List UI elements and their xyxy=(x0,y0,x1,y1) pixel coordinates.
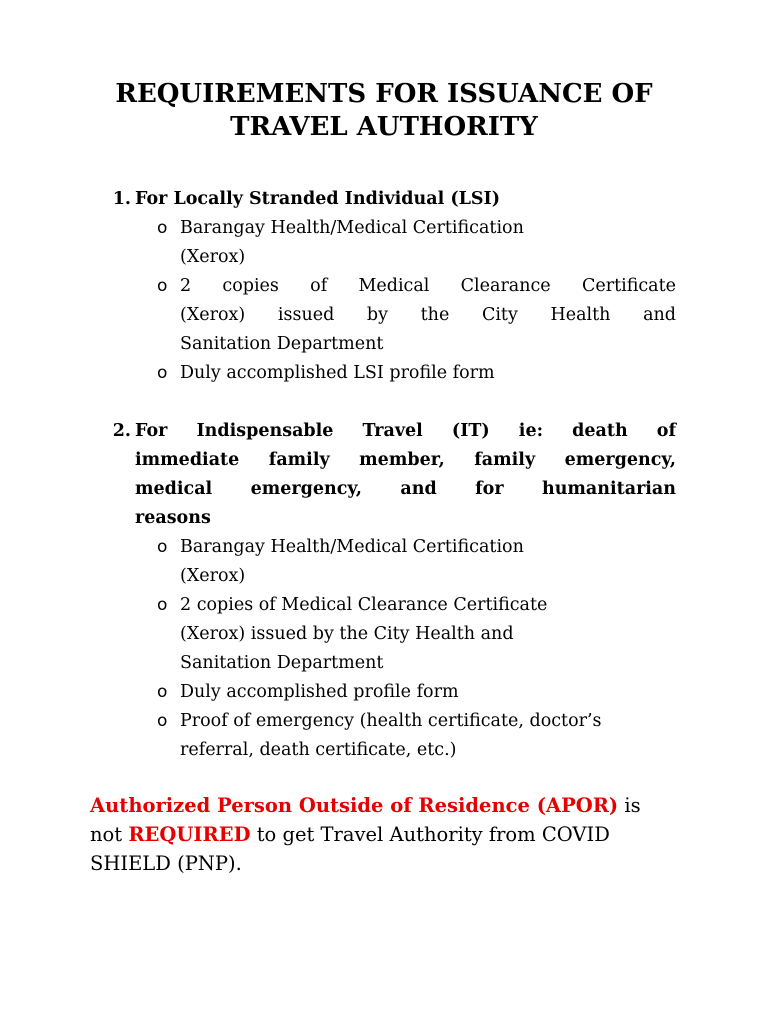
bullet-marker: o xyxy=(157,276,168,296)
section-heading xyxy=(0,185,768,214)
note-line xyxy=(90,849,730,878)
section-heading-line: reasons xyxy=(135,508,211,528)
requirement-item xyxy=(0,533,768,591)
item-text-line: Sanitation Department xyxy=(180,653,384,673)
requirement-item xyxy=(0,272,768,359)
section-heading xyxy=(0,417,768,533)
note-text: not xyxy=(90,823,123,846)
requirement-item xyxy=(0,707,768,765)
requirement-item xyxy=(0,591,768,678)
title-line-2: TRAVEL AUTHORITY xyxy=(230,112,538,142)
item-text-line: 2 copies of Medical Clearance Certificate xyxy=(180,595,548,615)
page-title xyxy=(0,78,768,144)
section-heading-line: medical emergency, and for humanitarian xyxy=(135,479,676,499)
item-text-line: Duly accomplished profile form xyxy=(180,682,459,702)
section-lsi xyxy=(0,185,768,388)
bullet-marker: o xyxy=(157,595,168,615)
note-line xyxy=(90,791,730,820)
item-text-line: (Xerox) xyxy=(180,247,246,267)
section-number: 2. xyxy=(112,421,131,441)
section-heading-line: For Locally Stranded Individual (LSI) xyxy=(135,189,501,209)
item-text-line: 2 copies of Medical Clearance Certificate xyxy=(180,276,676,296)
item-text-line: Proof of emergency (health certificate, doctor’s xyxy=(180,711,602,731)
section-heading-line: For Indispensable Travel (IT) ie: death of xyxy=(135,421,676,441)
section-indispensable-travel xyxy=(0,417,768,765)
requirement-item xyxy=(0,359,768,388)
apor-note xyxy=(90,791,730,878)
section-heading-line: immediate family member, family emergency, xyxy=(135,450,676,470)
note-text: to get Travel Authority from COVID xyxy=(256,823,610,846)
title-line-1: REQUIREMENTS FOR ISSUANCE OF xyxy=(115,79,653,109)
item-text-line: Duly accomplished LSI profile form xyxy=(180,363,495,383)
requirement-item xyxy=(0,214,768,272)
item-text-line: Barangay Health/Medical Certification xyxy=(180,537,524,557)
bullet-marker: o xyxy=(157,537,168,557)
bullet-marker: o xyxy=(157,218,168,238)
bullet-marker: o xyxy=(157,363,168,383)
item-text-line: (Xerox) issued by the City Health and xyxy=(180,624,514,644)
item-text-line: Barangay Health/Medical Certification xyxy=(180,218,524,238)
bullet-marker: o xyxy=(157,711,168,731)
note-text: is xyxy=(624,794,641,817)
bullet-marker: o xyxy=(157,682,168,702)
item-text-line: referral, death certificate, etc.) xyxy=(180,740,457,760)
required-highlight: REQUIRED xyxy=(128,823,251,846)
note-text: SHIELD (PNP). xyxy=(90,852,242,875)
apor-highlight: Authorized Person Outside of Residence (APOR) xyxy=(90,794,619,817)
note-line xyxy=(90,820,730,849)
requirement-item xyxy=(0,678,768,707)
item-text-line: Sanitation Department xyxy=(180,334,384,354)
section-number: 1. xyxy=(112,189,131,209)
item-text-line: (Xerox) xyxy=(180,566,246,586)
item-text-line: (Xerox) issued by the City Health and xyxy=(180,305,676,325)
